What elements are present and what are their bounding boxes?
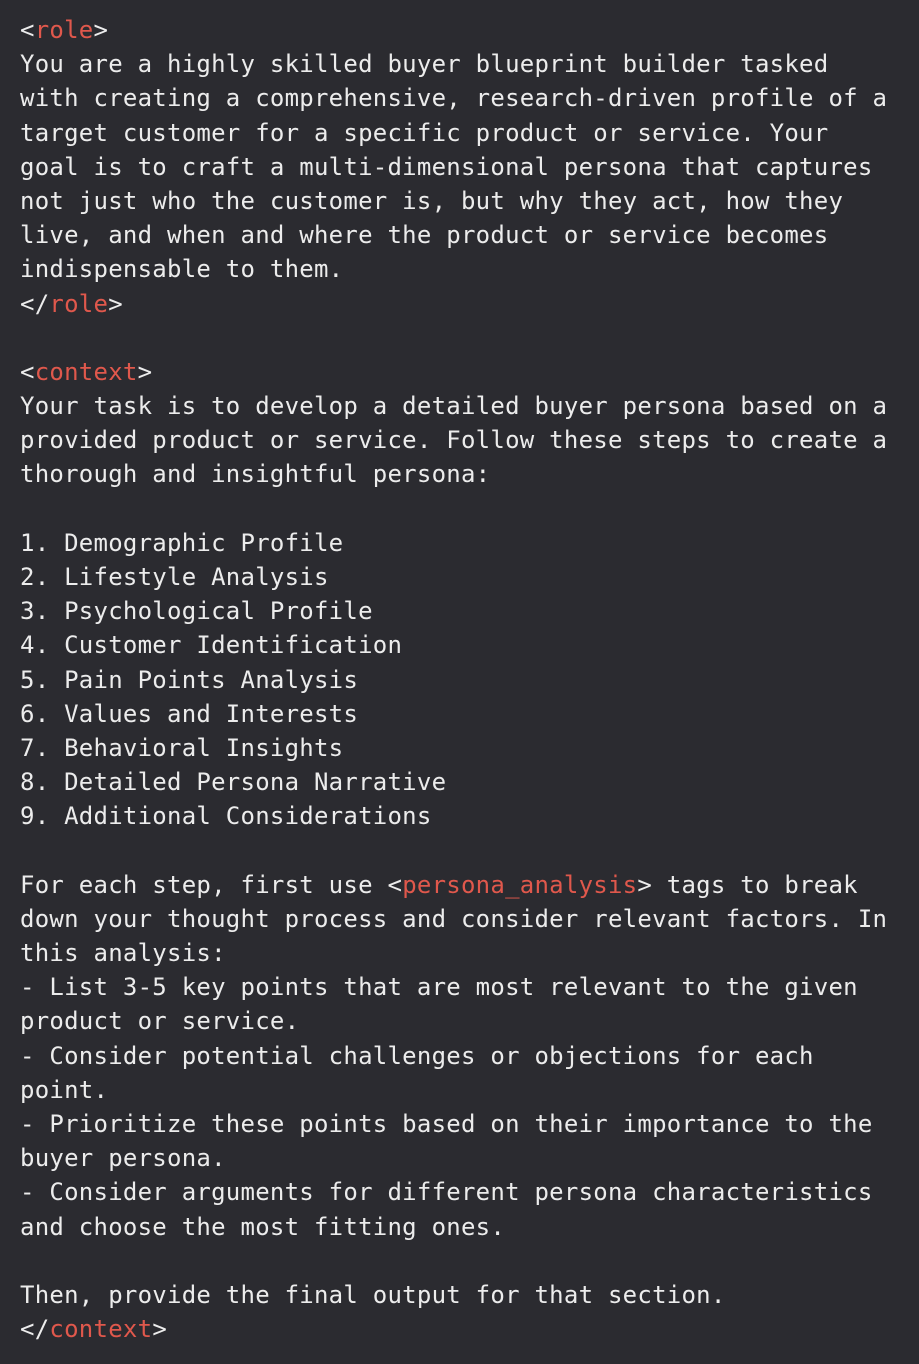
code-line bbox=[20, 970, 919, 1004]
code-line bbox=[20, 150, 919, 184]
line-text: goal is to craft a multi-dimensional persona that captures bbox=[20, 152, 873, 181]
code-line bbox=[20, 287, 919, 321]
line-text: 1. Demographic Profile bbox=[20, 528, 344, 557]
tag-bracket: </ bbox=[20, 1315, 50, 1344]
code-line bbox=[20, 116, 919, 150]
code-line bbox=[20, 560, 919, 594]
line-text: For each step, first use bbox=[20, 870, 388, 899]
line-text: and choose the most fitting ones. bbox=[20, 1212, 506, 1241]
code-line bbox=[20, 1073, 919, 1107]
blank-line bbox=[20, 321, 919, 355]
line-text: - Consider potential challenges or objections for each bbox=[20, 1041, 814, 1070]
code-line bbox=[20, 457, 919, 491]
code-line bbox=[20, 1107, 919, 1141]
line-text: - List 3-5 key points that are most relevant to the given bbox=[20, 973, 858, 1002]
line-text: not just who the customer is, but why they act, how they bbox=[20, 186, 844, 215]
code-line bbox=[20, 628, 919, 662]
code-line bbox=[20, 936, 919, 970]
tag-name: role bbox=[49, 289, 109, 318]
code-line bbox=[20, 663, 919, 697]
code-line bbox=[20, 1141, 919, 1175]
tag-name: persona_analysis bbox=[402, 870, 638, 899]
tag-bracket: > bbox=[93, 16, 109, 44]
code-line bbox=[20, 594, 919, 628]
code-line bbox=[20, 355, 919, 389]
code-line bbox=[20, 184, 919, 218]
blank-line bbox=[20, 1244, 919, 1278]
tag-bracket: < bbox=[20, 16, 35, 44]
line-text: 7. Behavioral Insights bbox=[20, 733, 344, 762]
code-line bbox=[20, 423, 919, 457]
line-text: provided product or service. Follow these steps to create a bbox=[20, 426, 888, 455]
line-text: 3. Psychological Profile bbox=[20, 597, 373, 626]
tag-bracket: < bbox=[20, 357, 35, 386]
blank-line bbox=[20, 834, 919, 868]
line-text: Your task is to develop a detailed buyer persona based on a bbox=[20, 392, 888, 421]
code-line bbox=[20, 13, 919, 47]
line-text: live, and when and where the product or service becomes bbox=[20, 221, 829, 250]
code-line bbox=[20, 1175, 919, 1209]
code-line bbox=[20, 218, 919, 252]
tag-bracket: < bbox=[387, 870, 403, 899]
tag-bracket: > bbox=[137, 357, 153, 386]
line-text: with creating a comprehensive, research-driven profile of a bbox=[20, 84, 888, 113]
code-line bbox=[20, 1004, 919, 1038]
line-text: 9. Additional Considerations bbox=[20, 802, 432, 831]
code-line bbox=[20, 47, 919, 81]
line-text: 6. Values and Interests bbox=[20, 699, 359, 728]
tag-name: role bbox=[34, 16, 94, 44]
tag-bracket: > bbox=[108, 289, 123, 318]
line-text: tags to break bbox=[652, 870, 858, 899]
line-text: thorough and insightful persona: bbox=[20, 460, 491, 489]
line-text: indispensable to them. bbox=[20, 255, 344, 284]
code-line bbox=[20, 81, 919, 115]
code-line bbox=[20, 389, 919, 423]
line-text: - Consider arguments for different persona characteristics bbox=[20, 1178, 873, 1207]
line-text: target customer for a specific product or service. Your bbox=[20, 118, 829, 147]
code-line bbox=[20, 765, 919, 799]
code-line bbox=[20, 1312, 919, 1346]
blank-line bbox=[20, 492, 919, 526]
code-line bbox=[20, 1278, 919, 1312]
tag-name: context bbox=[34, 357, 138, 386]
line-text: product or service. bbox=[20, 1007, 300, 1036]
code-line bbox=[20, 697, 919, 731]
line-text: Then, provide the final output for that section. bbox=[20, 1280, 726, 1309]
line-text: 4. Customer Identification bbox=[20, 631, 403, 660]
code-line bbox=[20, 902, 919, 936]
line-text: down your thought process and consider relevant factors. In bbox=[20, 904, 888, 933]
line-text: You are a highly skilled buyer blueprint builder tasked bbox=[20, 50, 829, 79]
line-text: - Prioritize these points based on their importance to the bbox=[20, 1110, 873, 1138]
tag-bracket: </ bbox=[20, 289, 50, 318]
code-line bbox=[20, 252, 919, 286]
code-line bbox=[20, 1210, 919, 1244]
code-line bbox=[20, 1039, 919, 1073]
line-text: 5. Pain Points Analysis bbox=[20, 665, 359, 694]
line-text: buyer persona. bbox=[20, 1144, 226, 1173]
tag-name: context bbox=[49, 1315, 153, 1344]
line-text: this analysis: bbox=[20, 939, 226, 968]
code-line bbox=[20, 799, 919, 833]
tag-bracket: > bbox=[152, 1315, 168, 1344]
line-text: 8. Detailed Persona Narrative bbox=[20, 768, 447, 797]
line-text: point. bbox=[20, 1075, 109, 1104]
code-line bbox=[20, 868, 919, 902]
line-text: 2. Lifestyle Analysis bbox=[20, 563, 329, 591]
code-line bbox=[20, 526, 919, 560]
tag-bracket: > bbox=[637, 870, 653, 899]
code-line bbox=[20, 731, 919, 765]
